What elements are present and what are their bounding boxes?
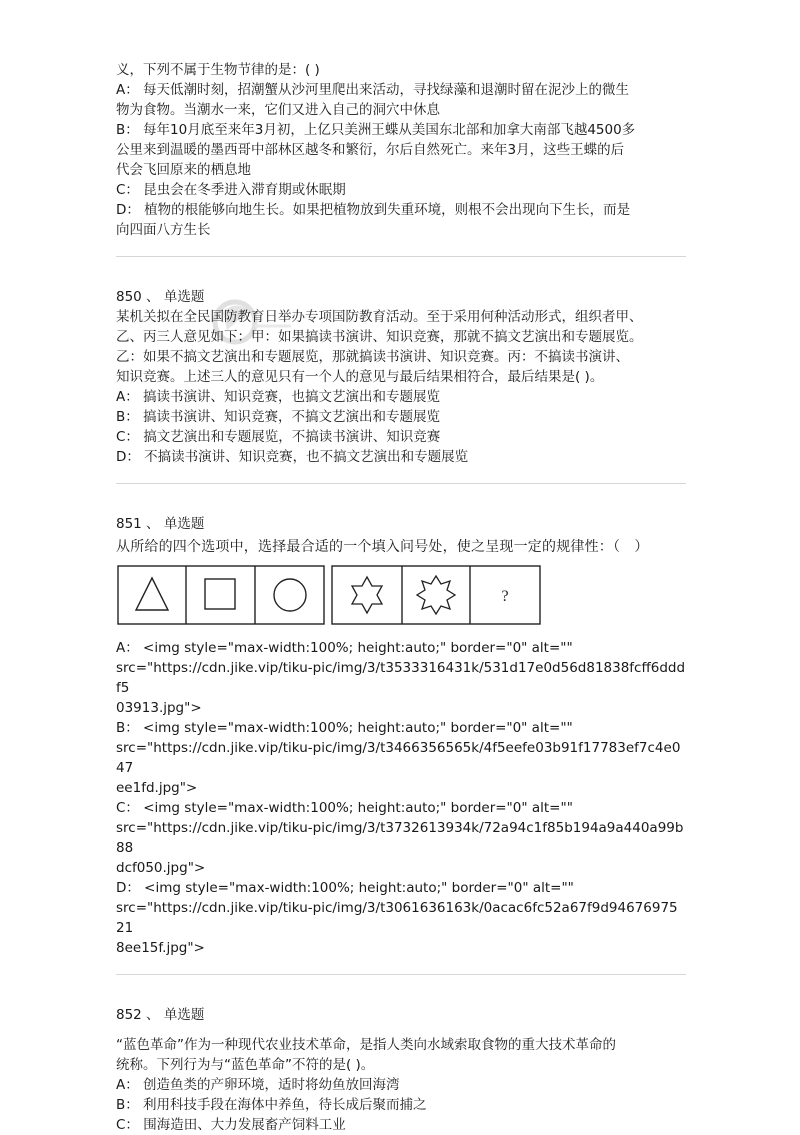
option-a-src: src="https://cdn.jike.vip/tiku-pic/img/3/t3533316431k/531d17e0d56d81838fcff6dddf5 — [116, 660, 686, 696]
option-a: A： 每天低潮时刻，招潮蟹从沙河里爬出来活动，寻找绿藻和退潮时留在泥沙上的微生 — [116, 82, 630, 98]
option-a: A： 搞读书演讲、知识竞赛，也搞文艺演出和专题展览 — [116, 389, 441, 405]
option-a-cont: 物为食物。当潮水一来，它们又进入自己的洞穴中休息 — [116, 102, 440, 118]
option-b: B： 利用科技手段在海体中养鱼，待长成后聚而捕之 — [116, 1097, 427, 1113]
option-a-src: 03913.jpg"> — [116, 700, 202, 716]
shape-sequence-figure — [116, 564, 680, 626]
option-b-src: src="https://cdn.jike.vip/tiku-pic/img/3/t3466356565k/4f5eefe03b91f17783ef7c4e047 — [116, 740, 681, 776]
option-c: C： 昆虫会在冬季进入滞育期或休眠期 — [116, 182, 346, 198]
question-header: 850 、 单选题 — [116, 289, 205, 305]
question-852 — [116, 1005, 686, 1135]
option-d-cont: 向四面八方生长 — [116, 222, 211, 238]
option-c-src: src="https://cdn.jike.vip/tiku-pic/img/3/t3732613934k/72a94c1f85b194a9a440a99b88 — [116, 820, 684, 856]
option-a: A： 创造鱼类的产卵环境，适时将幼鱼放回海湾 — [116, 1077, 400, 1093]
question-mark: ? — [501, 588, 509, 605]
option-c: C： 围海造田、大力发展畜产饲料工业 — [116, 1117, 346, 1133]
option-d-src: 8ee15f.jpg"> — [116, 940, 205, 956]
question-header: 851 、 单选题 — [116, 516, 205, 532]
option-a: A： <img style="max-width:100%; height:auto;" border="0" alt="" — [116, 640, 573, 656]
option-c: C： 搞文艺演出和专题展览，不搞读书演讲、知识竞赛 — [116, 429, 441, 445]
option-b: B： <img style="max-width:100%; height:auto;" border="0" alt="" — [116, 720, 573, 736]
six-point-star-icon — [352, 577, 382, 613]
question-header: 852 、 单选题 — [116, 1007, 205, 1023]
text-line: 义，下列不属于生物节律的是：( ) — [116, 62, 320, 78]
option-b-cont: 公里来到温暖的墨西哥中部林区越冬和繁衍，尔后自然死亡。来年3月，这些王蝶的后 — [116, 142, 625, 158]
option-b: B： 搞读书演讲、知识竞赛，不搞文艺演出和专题展览 — [116, 409, 441, 425]
question-stem: 知识竞赛。上述三人的意见只有一个人的意见与最后结果相符合，最后结果是( )。 — [116, 369, 604, 385]
option-d-src: src="https://cdn.jike.vip/tiku-pic/img/3/t3061636163k/0acac6fc52a67f9d9467697521 — [116, 900, 678, 936]
option-d: D： 不搞读书演讲、知识竞赛，也不搞文艺演出和专题展览 — [116, 449, 469, 465]
option-d: D： <img style="max-width:100%; height:auto;" border="0" alt="" — [116, 880, 574, 896]
document-page — [116, 60, 686, 1135]
divider — [116, 483, 686, 484]
figure-caption: 从所给的四个选项中，选择最合适的一个填入问号处，使之呈现一定的规律性：（ ） — [116, 539, 649, 555]
question-stem: 统称。下列行为与“蓝色革命”不符的是( )。 — [116, 1057, 375, 1073]
square-icon — [205, 579, 235, 609]
option-b: B： 每年10月底至来年3月初，上亿只美洲王蝶从美国东北部和加拿大南部飞越4500多 — [116, 122, 636, 138]
option-b-src: ee1fd.jpg"> — [116, 780, 198, 796]
question-851 — [116, 514, 686, 958]
option-c: C： <img style="max-width:100%; height:auto;" border="0" alt="" — [116, 800, 573, 816]
question-stem: 乙：如果不搞文艺演出和专题展览，那就搞读书演讲、知识竞赛。丙：不搞读书演讲、 — [116, 349, 629, 365]
question-850 — [116, 287, 686, 467]
question-stem: “蓝色革命”作为一种现代农业技术革命，是指人类向水域索取食物的重大技术革命的 — [116, 1037, 616, 1053]
option-c-src: dcf050.jpg"> — [116, 860, 206, 876]
option-d: D： 植物的根能够向地生长。如果把植物放到失重环境，则根不会出现向下生长，而是 — [116, 202, 631, 218]
triangle-icon — [136, 578, 168, 610]
divider — [116, 974, 686, 975]
question-849 — [116, 60, 686, 240]
question-stem: 某机关拟在全民国防教育日举办专项国防教育活动。至于采用何种活动形式，组织者甲、 — [116, 309, 643, 325]
circle-icon — [274, 579, 306, 611]
question-stem: 乙、丙三人意见如下：甲：如果搞读书演讲、知识竞赛，那就不搞文艺演出和专题展览。 — [116, 329, 643, 345]
option-b-cont: 代会飞回原来的栖息地 — [116, 162, 251, 178]
eight-point-star-icon — [417, 576, 455, 614]
divider — [116, 256, 686, 257]
